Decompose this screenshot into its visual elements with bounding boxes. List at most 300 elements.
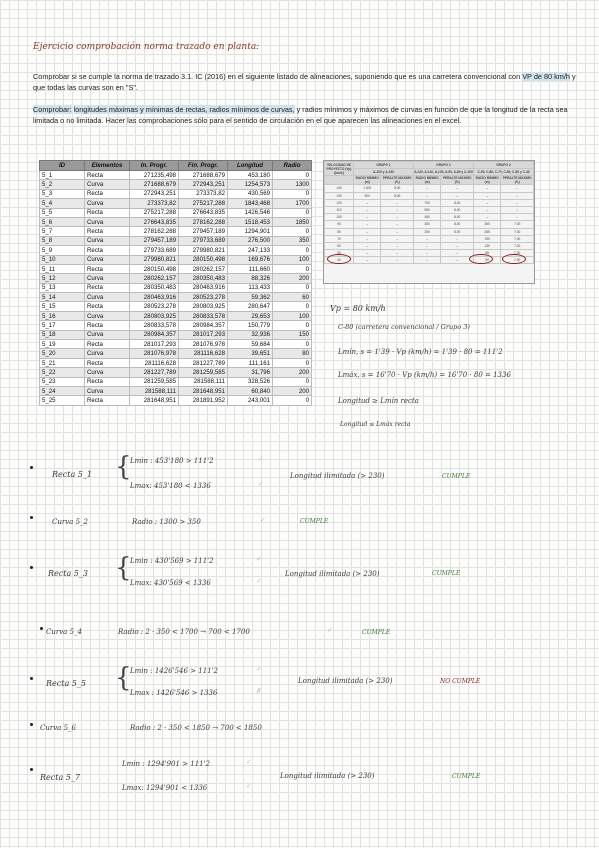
ref-cell: 550 — [413, 206, 440, 213]
table-cell: 280350,483 — [179, 274, 228, 283]
table-row — [40, 311, 312, 320]
ref-cell: 1 000 — [354, 185, 381, 192]
table-cell: 281017,293 — [179, 330, 228, 339]
circle-peralte — [502, 254, 526, 264]
table-cell: 279980,821 — [179, 246, 228, 255]
table-cell: 281076,978 — [130, 349, 179, 358]
ref-cell: – — [413, 185, 440, 192]
table-cell: 5_2 — [40, 180, 85, 189]
table-cell: 279733,689 — [179, 236, 228, 245]
table-cell: 1850 — [273, 217, 312, 226]
table-cell: 273373,82 — [130, 199, 179, 208]
note-group: C-80 (carretera convencional / Grupo 3) — [338, 323, 470, 331]
ref-row — [325, 250, 534, 257]
table-cell: 59,684 — [228, 340, 273, 349]
table-cell: 5_25 — [40, 396, 85, 405]
table-cell: 281648,951 — [130, 396, 179, 405]
check-lmax-5-1: Lmax: 453'180 < 1336 — [130, 482, 211, 490]
checkmark-icon: ✓ — [256, 556, 262, 563]
table-cell: 1518,453 — [228, 217, 273, 226]
table-row — [40, 236, 312, 245]
alignment-table — [39, 160, 312, 406]
checkmark-icon: ✓ — [258, 481, 264, 488]
check-label-5-7: Recta 5_7 — [40, 773, 80, 782]
bullet — [30, 516, 33, 519]
table-cell: 1843,468 — [228, 199, 273, 208]
check-label-5-3: Recta 5_3 — [48, 569, 88, 578]
checkmark-icon: ✓ — [327, 627, 333, 634]
table-cell: 273373,82 — [179, 189, 228, 198]
table-cell: 280463,916 — [179, 283, 228, 292]
table-cell: 279457,189 — [179, 227, 228, 236]
table-cell: 280350,483 — [130, 283, 179, 292]
table-cell: Curva — [85, 180, 130, 189]
table-cell: 60,840 — [228, 386, 273, 395]
ref-cell: – — [381, 214, 414, 221]
table-row — [40, 255, 312, 264]
table-cell: 280833,578 — [179, 311, 228, 320]
table-cell: Recta — [85, 189, 130, 198]
table-cell: 0 — [273, 377, 312, 386]
col-in-progr: In. Progr. — [130, 161, 179, 171]
status-5-3: CUMPLE — [432, 570, 461, 577]
check-radio-5-6: Radio : 2 · 350 < 1850 → 700 < 1850 — [130, 724, 262, 732]
ref-cell: – — [441, 250, 474, 257]
table-cell: 281076,978 — [179, 340, 228, 349]
table-cell: 5_6 — [40, 217, 85, 226]
ref-cell: – — [473, 192, 500, 199]
table-cell: 5_12 — [40, 274, 85, 283]
table-cell: 328,526 — [228, 377, 273, 386]
table-cell: 280803,925 — [179, 302, 228, 311]
ref-cell: – — [413, 250, 440, 257]
ref-cell: – — [381, 242, 414, 249]
table-cell: 88,326 — [228, 274, 273, 283]
highlight-task: longitudes máximas y mínimas de rectas, radios mínimos de curvas, — [73, 105, 295, 114]
table-cell: 0 — [273, 246, 312, 255]
statement-paragraph: Comprobar si se cumple la norma de trazado 3.1. IC (2016) en el siguiente listado de alineaciones, suponiendo que es una carretera convencional con VP de 80 km/h y que todas las curvas son en "S". — [33, 72, 576, 92]
table-cell: 1700 — [273, 199, 312, 208]
check-lmax-5-7: Lmax: 1294'901 < 1336 — [122, 784, 208, 792]
table-cell: 5_13 — [40, 283, 85, 292]
table-cell: 0 — [273, 340, 312, 349]
table-cell: 5_1 — [40, 171, 85, 180]
checkmark-icon: ✓ — [260, 517, 266, 524]
ref-cell: – — [381, 235, 414, 242]
ref-cell: – — [354, 235, 381, 242]
ref-cell: 190 — [473, 235, 500, 242]
circle-vp80 — [327, 254, 351, 264]
brace: { — [115, 452, 132, 482]
table-cell: 281891,952 — [179, 396, 228, 405]
table-cell: 111,161 — [228, 358, 273, 367]
table-cell: Recta — [85, 321, 130, 330]
ref-cell: – — [354, 250, 381, 257]
ref-cell: 7,00 — [501, 228, 534, 235]
table-cell: 5_19 — [40, 340, 85, 349]
ref-cell: 450 — [413, 214, 440, 221]
table-cell: 280984,357 — [179, 321, 228, 330]
bullet — [30, 768, 33, 771]
ref-cell: 7,00 — [501, 250, 534, 257]
ref-cell: 8,00 — [381, 185, 414, 192]
table-cell: Curva — [85, 349, 130, 358]
ref-cell: 70 — [325, 235, 354, 242]
ref-row — [325, 228, 534, 235]
table-row — [40, 264, 312, 273]
checkmark-icon: ✓ — [246, 759, 252, 766]
table-cell: 453,180 — [228, 171, 273, 180]
status-5-2: CUMPLE — [300, 518, 329, 525]
table-cell: 0 — [273, 302, 312, 311]
ref-cell: 85 — [473, 250, 500, 257]
table-cell: 5_17 — [40, 321, 85, 330]
table-cell: 278162,288 — [130, 227, 179, 236]
table-row — [40, 386, 312, 395]
table-cell: Curva — [85, 236, 130, 245]
table-cell: 5_15 — [40, 302, 85, 311]
table-row — [40, 180, 312, 189]
table-cell: 5_10 — [40, 255, 85, 264]
table-cell: 280,647 — [228, 302, 273, 311]
table-cell: 100 — [273, 311, 312, 320]
ref-row — [325, 221, 534, 228]
ref-cell: 8,00 — [441, 206, 474, 213]
table-row — [40, 189, 312, 198]
ref-cell: 900 — [354, 192, 381, 199]
table-cell: 280150,498 — [130, 264, 179, 273]
circle-radius — [469, 254, 493, 264]
ref-cell: 100 — [325, 214, 354, 221]
ref-cell: 140 — [325, 185, 354, 192]
col-elementos: Elementos — [85, 161, 130, 171]
ref-cell: – — [413, 242, 440, 249]
table-cell: 150,779 — [228, 321, 273, 330]
table-cell: Curva — [85, 199, 130, 208]
table-row — [40, 349, 312, 358]
table-row — [40, 246, 312, 255]
table-cell: 80 — [273, 349, 312, 358]
ref-row — [325, 214, 534, 221]
ref-cell: 120 — [325, 199, 354, 206]
table-row — [40, 293, 312, 302]
ref-cell: – — [441, 192, 474, 199]
table-cell: 281259,585 — [179, 368, 228, 377]
table-row — [40, 368, 312, 377]
table-cell: 1300 — [273, 180, 312, 189]
table-row — [40, 330, 312, 339]
note-lmin: Lmín, s = 1'39 · Vp (km/h) = 1'39 · 80 = 111'2 — [338, 348, 503, 356]
table-cell: 281116,628 — [130, 358, 179, 367]
status-5-4: CUMPLE — [362, 629, 391, 636]
table-row — [40, 377, 312, 386]
table-cell: Recta — [85, 302, 130, 311]
table-cell: 5_22 — [40, 368, 85, 377]
ref-cell: 50 — [325, 250, 354, 257]
bullet — [40, 627, 43, 630]
table-cell: 276643,835 — [179, 208, 228, 217]
table-cell: Curva — [85, 255, 130, 264]
table-cell: 281588,111 — [130, 386, 179, 395]
table-cell: Recta — [85, 340, 130, 349]
table-cell: 247,133 — [228, 246, 273, 255]
table-cell: 1254,573 — [228, 180, 273, 189]
check-result-5-1: Longitud ilimitada (> 230) — [290, 472, 385, 480]
table-cell: Recta — [85, 227, 130, 236]
table-cell: 0 — [273, 396, 312, 405]
reference-radius-table: VELOCIDAD DE PROYECTO (Vp) (km/h) GRUPO 1 GRUPO 2 GRUPO 3 A-100 y A-130 A-120, A-110, A-100, A-90, A-80 y C-100 C-90, C-80, C-70, C-60, C-50 y C-40 RADIO MÍNIMO (m) PERALTE MÁXIMO (%) RADIO MÍNIMO (m) PERALTE MÁXIMO (%) RADIO MÍNIMO (m) PERALTE MÁXIMO (%) 140 1 000 8,00 – – – – 130 900 8,00 – – – – 120 – – 700 8,00 – – 110 – – 550 8,00 – – 100 – – 450 8,00 – – 90 – – 350 8,00 350 7,00 80 – – 250 8,00 265 7,00 70 – – – – 190 7,00 60 – – – – 130 7,00 50 – – – – 85 7,00 40 – – – – 50 7,00 — [323, 160, 535, 284]
checkmark-icon: ✓ — [256, 666, 262, 673]
table-cell: 281588,111 — [179, 377, 228, 386]
table-header-row — [40, 161, 312, 171]
table-cell: 272943,251 — [179, 180, 228, 189]
ref-row — [325, 235, 534, 242]
table-row — [40, 396, 312, 405]
table-cell: 280262,157 — [179, 264, 228, 273]
check-lmin-5-5: Lmin : 1426'546 > 111'2 — [130, 667, 218, 675]
ref-cell: 700 — [413, 199, 440, 206]
table-cell: 5_7 — [40, 227, 85, 236]
table-cell: 0 — [273, 208, 312, 217]
table-cell: Curva — [85, 293, 130, 302]
ref-cell: – — [381, 206, 414, 213]
check-radio-5-4: Radio : 2 · 350 < 1700 → 700 < 1700 — [118, 628, 250, 636]
table-cell: 280833,578 — [130, 321, 179, 330]
table-row — [40, 321, 312, 330]
ref-cell: – — [473, 206, 500, 213]
table-cell: 280523,278 — [130, 302, 179, 311]
table-cell: Recta — [85, 283, 130, 292]
table-cell: 278162,288 — [179, 217, 228, 226]
table-cell: 0 — [273, 171, 312, 180]
table-cell: 280262,157 — [130, 274, 179, 283]
ref-cell: 8,00 — [441, 228, 474, 235]
table-cell: 5_11 — [40, 264, 85, 273]
table-row — [40, 283, 312, 292]
table-cell: 1294,901 — [228, 227, 273, 236]
ref-cell: – — [413, 192, 440, 199]
table-cell: 272943,251 — [130, 189, 179, 198]
table-cell: 350 — [273, 236, 312, 245]
ref-cell: – — [381, 199, 414, 206]
table-cell: 29,653 — [228, 311, 273, 320]
table-cell: 169,676 — [228, 255, 273, 264]
check-radio-5-2: Radio : 1300 > 350 — [132, 518, 201, 526]
ref-cell: – — [381, 228, 414, 235]
note-cond-min: Longitud ≥ Lmín recta — [338, 397, 419, 405]
task-paragraph: Comprobar: longitudes máximas y mínimas de rectas, radios mínimos de curvas, y radios mínimos y máximos de curvas en función de que la longitud de la recta sea limitada o no limitada. Hacer las comprobaciones sólo para el sentido de circulación en el que aparecen las alineaciones en el excel. — [33, 105, 568, 125]
ref-cell: 90 — [325, 221, 354, 228]
table-cell: 280463,916 — [130, 293, 179, 302]
check-lmin-5-1: Lmin : 453'180 > 111'2 — [130, 457, 214, 465]
table-cell: 430,569 — [228, 189, 273, 198]
check-lmax-5-3: Lmax: 430'569 < 1336 — [130, 579, 211, 587]
ref-cell: 8,00 — [441, 214, 474, 221]
ref-cell: – — [354, 214, 381, 221]
table-cell: 5_3 — [40, 189, 85, 198]
ref-cell: – — [501, 185, 534, 192]
table-cell: 59,362 — [228, 293, 273, 302]
exercise-title: Ejercicio comprobación norma trazado en planta: — [33, 42, 260, 52]
table-cell: 0 — [273, 321, 312, 330]
table-cell: 281227,789 — [179, 358, 228, 367]
ref-row — [325, 206, 534, 213]
table-cell: 281116,628 — [179, 349, 228, 358]
cross-icon: ✗ — [256, 688, 262, 695]
table-row — [40, 199, 312, 208]
ref-cell: – — [354, 242, 381, 249]
ref-cell: – — [354, 228, 381, 235]
check-result-5-7: Longitud ilimitada (> 230) — [280, 772, 375, 780]
col-fin-progr: Fin. Progr. — [179, 161, 228, 171]
table-cell: 5_18 — [40, 330, 85, 339]
checkmark-icon: ✓ — [246, 783, 252, 790]
table-cell: 276,500 — [228, 236, 273, 245]
table-cell: 281648,951 — [179, 386, 228, 395]
table-cell: Curva — [85, 330, 130, 339]
ref-cell: – — [501, 192, 534, 199]
table-cell: 275217,288 — [130, 208, 179, 217]
table-cell: Recta — [85, 264, 130, 273]
ref-cell: – — [381, 250, 414, 257]
brace: { — [115, 553, 132, 583]
ref-cell: – — [354, 257, 381, 264]
ref-cell: 8,00 — [381, 192, 414, 199]
ref-cell: 110 — [325, 206, 354, 213]
table-cell: 0 — [273, 283, 312, 292]
table-cell: 100 — [273, 255, 312, 264]
note-vp: Vp = 80 km/h — [330, 304, 386, 313]
ref-cell: – — [413, 235, 440, 242]
table-cell: Recta — [85, 396, 130, 405]
ref-cell: – — [354, 199, 381, 206]
ref-cell: 40 — [325, 257, 354, 264]
ref-cell: – — [501, 206, 534, 213]
table-cell: 1426,546 — [228, 208, 273, 217]
ref-cell: 350 — [413, 221, 440, 228]
checkmark-icon: ✓ — [256, 578, 262, 585]
table-cell: Recta — [85, 171, 130, 180]
check-lmax-5-5: Lmax : 1426'546 > 1336 — [130, 689, 218, 697]
check-label-5-4: Curva 5_4 — [46, 628, 82, 636]
table-cell: 0 — [273, 227, 312, 236]
table-row — [40, 171, 312, 180]
table-cell: 0 — [273, 189, 312, 198]
ref-cell: – — [441, 185, 474, 192]
table-cell: Curva — [85, 311, 130, 320]
ref-cell: 60 — [325, 242, 354, 249]
ref-cell: – — [354, 221, 381, 228]
ref-cell: 130 — [473, 242, 500, 249]
ref-cell: – — [354, 206, 381, 213]
table-cell: 275217,288 — [179, 199, 228, 208]
table-row — [40, 274, 312, 283]
table-cell: Recta — [85, 246, 130, 255]
check-label-5-2: Curva 5_2 — [52, 518, 88, 526]
table-cell: 280523,278 — [179, 293, 228, 302]
table-cell: 200 — [273, 274, 312, 283]
table-cell: 5_20 — [40, 349, 85, 358]
table-cell: Recta — [85, 208, 130, 217]
ref-cell: – — [441, 242, 474, 249]
table-cell: 271688,679 — [179, 171, 228, 180]
table-cell: 200 — [273, 368, 312, 377]
ref-cell: 130 — [325, 192, 354, 199]
check-label-5-5: Recta 5_5 — [46, 679, 86, 688]
table-cell: Curva — [85, 217, 130, 226]
col-id: ID — [40, 161, 85, 171]
bullet — [30, 677, 33, 680]
table-cell: 279733,689 — [130, 246, 179, 255]
ref-row — [325, 192, 534, 199]
ref-cell: 7,00 — [501, 257, 534, 264]
ref-row — [325, 242, 534, 249]
table-cell: 39,651 — [228, 349, 273, 358]
table-cell: Curva — [85, 274, 130, 283]
highlight-vp: VP de 80 km/h — [522, 72, 570, 81]
table-cell: 31,796 — [228, 368, 273, 377]
table-cell: 5_14 — [40, 293, 85, 302]
ref-row — [325, 185, 534, 192]
ref-cell: – — [441, 235, 474, 242]
table-cell: 0 — [273, 358, 312, 367]
table-cell: 150 — [273, 330, 312, 339]
ref-cell: 350 — [473, 221, 500, 228]
note-cond-max: Longitud ≤ Lmáx recta — [340, 421, 411, 428]
check-result-5-5: Longitud ilimitada (> 230) — [298, 677, 393, 685]
table-cell: 280150,498 — [179, 255, 228, 264]
note-lmax: Lmáx, s = 16'70 · Vp (km/h) = 16'70 · 80 = 1336 — [338, 371, 511, 379]
ref-cell: 8,00 — [441, 199, 474, 206]
ref-cell: 7,00 — [501, 242, 534, 249]
table-row — [40, 227, 312, 236]
status-5-7: CUMPLE — [452, 773, 481, 780]
ref-cell: – — [473, 185, 500, 192]
check-label-5-1: Recta 5_1 — [52, 470, 92, 479]
bullet — [30, 723, 33, 726]
table-cell: 279980,821 — [130, 255, 179, 264]
table-cell: 281227,789 — [130, 368, 179, 377]
col-radio: Radio — [273, 161, 312, 171]
ref-cell: – — [473, 199, 500, 206]
check-result-5-3: Longitud ilimitada (> 230) — [285, 570, 380, 578]
table-cell: 243,001 — [228, 396, 273, 405]
status-5-5: NO CUMPLE — [440, 678, 481, 685]
table-cell: 5_16 — [40, 311, 85, 320]
ref-cell: – — [501, 199, 534, 206]
table-cell: 271688,679 — [130, 180, 179, 189]
table-cell: 281017,293 — [130, 340, 179, 349]
table-cell: Curva — [85, 368, 130, 377]
table-row — [40, 208, 312, 217]
table-cell: 200 — [273, 386, 312, 395]
checkmark-icon: ✓ — [258, 456, 264, 463]
table-cell: 60 — [273, 293, 312, 302]
table-cell: 113,433 — [228, 283, 273, 292]
brace: { — [115, 663, 132, 693]
ref-cell: 8,00 — [441, 221, 474, 228]
table-cell: Curva — [85, 386, 130, 395]
ref-cell: – — [381, 257, 414, 264]
table-row — [40, 340, 312, 349]
table-cell: 271235,498 — [130, 171, 179, 180]
ref-cell: – — [473, 214, 500, 221]
ref-cell: 250 — [413, 228, 440, 235]
table-row — [40, 358, 312, 367]
table-cell: 111,660 — [228, 264, 273, 273]
table-cell: Recta — [85, 377, 130, 386]
table-cell: 5_24 — [40, 386, 85, 395]
